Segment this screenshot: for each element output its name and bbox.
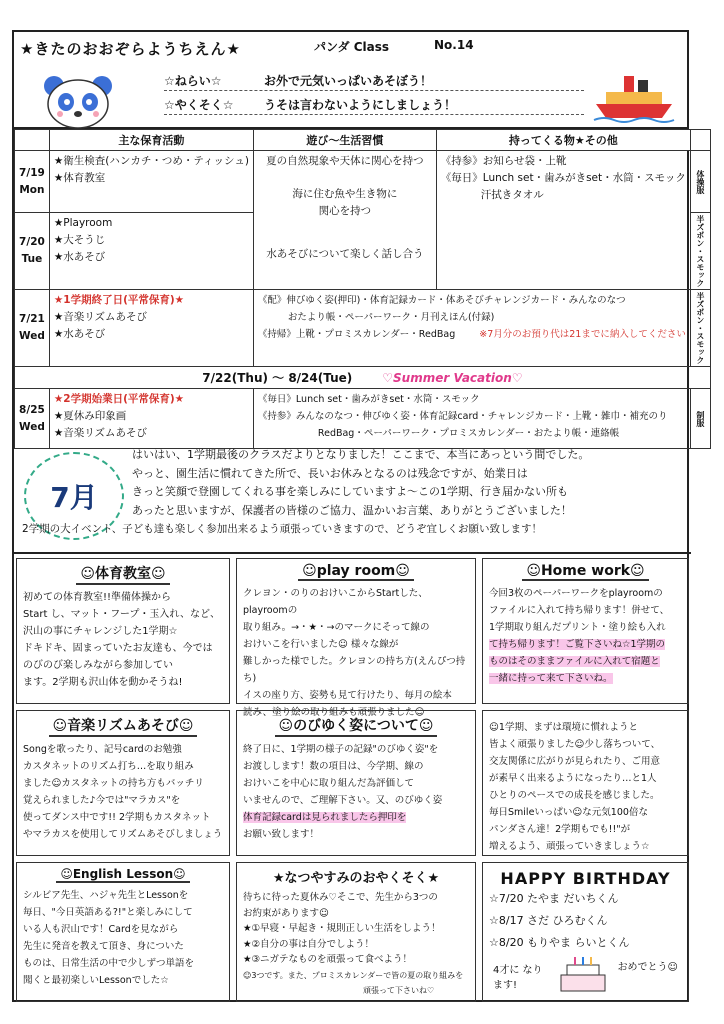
class-newsletter xyxy=(12,30,705,1002)
box-title: ☺Home work☺ xyxy=(522,563,648,581)
date-cell: 7/19 Mon xyxy=(15,151,50,213)
cake-icon xyxy=(553,955,613,995)
date-cell: 7/20 Tue xyxy=(15,213,50,290)
birthday-box xyxy=(482,862,689,1002)
ship-icon xyxy=(594,72,674,124)
aim-text: お外で元気いっぱいあそぼう！ xyxy=(264,74,433,88)
birthday-item: ☆8/17 さだ ひろむくん xyxy=(489,914,608,927)
weekly-schedule xyxy=(14,129,711,449)
payment-note: ※7月分のお預り代は21までに納入してください xyxy=(479,329,686,340)
school-name: ★きたのおおぞらようちえん★ xyxy=(20,40,241,58)
date-cell: 7/21 Wed xyxy=(15,290,50,367)
birthday-item: ☆8/20 もりやま らいとくん xyxy=(489,936,630,949)
dress-code: 体操服 xyxy=(690,151,710,213)
box-title: ☺音楽リズムあそび☺ xyxy=(49,715,198,737)
topics-grid xyxy=(14,554,691,1004)
box-title: ☺のびゆく姿について☺ xyxy=(275,715,438,737)
month-badge: 7月 xyxy=(24,452,124,540)
homework-box: ☺Home work☺ 今回3枚のペーパーワークをplayroomの ファイルに入れて持ち帰ります！併せて、 1学期取り組んだプリント・塗り絵も入れ て持ち帰ります！ご覧下さいね☆1学期の ものはそのままファイルに入れて宿題と 一緒に持って来て下さいね。 xyxy=(482,558,689,704)
col-items: 持ってくる物★その他 xyxy=(436,130,690,151)
panda-icon xyxy=(38,72,118,128)
birthday-item: ☆7/20 たやま だいちくん xyxy=(489,892,619,905)
message-line: あったと思いますが、保護者の皆様のご協力、温かいお言葉、ありがとうございました！ xyxy=(132,503,572,517)
promise-text: うそは言わないようにしましょう！ xyxy=(264,98,457,112)
dress-code: 制服 xyxy=(690,389,710,449)
box-title: ☺English Lesson☺ xyxy=(56,867,189,883)
birthday-age: 4才に なります! xyxy=(493,965,543,991)
schedule-row: 7/21 Wed ★1学期終了日(平常保育)★ ★音楽リズムあそび ★水あそび 《配》伸びゆく姿(押印)・体育記録カード・体あそびチャレンジカード・みんなのなつ おたより帳・ペーパーワーク・月刊えほん(付録) 《持帰》上靴・プロミスカレンダー・RedBag ※7月分のお預り代は21までに納入してください 半ズボン・スモック xyxy=(15,290,711,367)
dress-code: 半ズボン・スモック xyxy=(690,290,710,367)
box-title: ☺体育教室☺ xyxy=(76,563,169,585)
congrats-text: おめでとう☺ xyxy=(617,962,678,973)
divider xyxy=(164,114,584,115)
natsu-box: ★なつやすみのおやくそく★ 待ちに待った夏休み♡そこで、先生から3つの お約束があります☺ ★①早寝・早起き・規則正しい生活をしよう！ ★②自分の事は自分でしよう！ ★③ニガテなものを頑張って食べよう！ ☺3つです。また、プロミスカレンダーで皆の夏の取り組みを 頑張って下さいね♡ xyxy=(236,862,476,1002)
class-name: パンダ Class xyxy=(314,40,390,54)
col-activities: 主な保育活動 xyxy=(49,130,253,151)
dress-code: 半ズボン・スモック xyxy=(690,213,710,290)
vacation-row xyxy=(15,367,711,389)
birthday-title: HAPPY BIRTHDAY xyxy=(500,869,671,888)
vacation-label: ♡Summer Vacation♡ xyxy=(382,371,523,385)
newsletter-header xyxy=(14,32,687,129)
schedule-row: 8/25 Wed ★2学期始業日(平常保育)★ ★夏休み印象画 ★音楽リズムあそび 《毎日》Lunch set・歯みがきset・水筒・スモック 《持参》みんなのなつ・伸びゆく姿・体育記録card・チャレンジカード・上靴・雑巾・補充のり RedBag・ペーパーワーク・プロミスカレンダー・おたより帳・連絡帳 制服 xyxy=(15,389,711,449)
date-cell: 8/25 Wed xyxy=(15,389,50,449)
nobiyuku-box: ☺のびゆく姿について☺ 終了日に、1学期の様子の記録"のびゆく姿"を お渡しします！数の項目は、今学期、線の おけいこを中心に取り組んだ為評価して いませんので、ご理解下さい。又、のびゆく姿 体育記録cardは見られましたら押印を お願い致します！ xyxy=(236,710,476,856)
message-line: やっと、園生活に慣れてきた所で、長いお休みとなるのは残念ですが、始業日は xyxy=(132,466,528,480)
divider xyxy=(164,90,584,91)
teacher-message xyxy=(14,442,691,554)
message-line: 2学期の大イベント、子ども達も楽しく参加出来るよう頑張っていきますので、どうぞ宜しくお願い致します！ xyxy=(22,523,543,535)
taiiku-box: ☺体育教室☺ 初めての体育教室!!準備体操から Start し、マット・フープ・玉入れ、など、 沢山の事にチャレンジした1学期☆ ドキドキ、固まっていたお友達も、今では のびのび楽しみながら参加してい ます。2学期も沢山体を動かそうね! xyxy=(16,558,230,704)
promise-label: ☆やくそく☆ xyxy=(164,98,234,112)
col-play: 遊び～生活習慣 xyxy=(253,130,436,151)
english-box: ☺English Lesson☺ シルビア先生、ハジャ先生とLessonを 毎日、"今日英語ある?!"と楽しみにして いる人も沢山です！Cardを見ながら 先生に発音を教えて頂き、身についた ものは、日常生活の中で少しずつ単語を 聞くと最初楽しいLessonでした☆ xyxy=(16,862,230,1002)
playroom-box: ☺play room☺ クレヨン・のりのおけいこからStartした、playroomの 取り組み。→・★・→のマークにそって線の おけいこを行いました☺ 様々な線が 難しかった様でした。クレヨンの持ち方(えんぴつ持ち) イスの座り方、姿勢も見て行けたり、毎月の絵本 読み、塗り絵の取り組みも頑張りました☺ xyxy=(236,558,476,704)
schedule-row: 7/20 Tue ★Playroom ★大そうじ ★水あそび 半ズボン・スモック xyxy=(15,213,711,290)
message-line: はいはい、1学期最後のクラスだよりとなりました！ここまで、本当にあっという間でした。 xyxy=(132,448,590,461)
box-title: ☺play room☺ xyxy=(298,563,414,581)
aim-label: ☆ねらい☆ xyxy=(164,74,222,88)
issue-number: No.14 xyxy=(434,38,474,52)
message-line: きっと笑顔で登園してくれる事を楽しみにしていますよ〜この1学期、行き届かない所も xyxy=(132,485,568,498)
box-title: ★なつやすみのおやくそく★ xyxy=(272,871,440,886)
summary-box: ☺1学期、まずは環境に慣れようと 皆よく頑張りました☺少し落ちついて、 交友関係に広がりが見られたり、ご用意 が素早く出来るようになったり…と1人 ひとりのペースでの成長を感じました。 毎日Smileいっぱい☺な元気100倍な パンダさん達！2学期もでも!!"が 増えるよう、頑張っていきましょう☆ xyxy=(482,710,689,856)
vacation-dates: 7/22(Thu) ～ 8/24(Tue) xyxy=(202,371,353,385)
schedule-row: 7/19 Mon ★衛生検査(ハンカチ・つめ・ティッシュ) ★体育教室 夏の自然現象や天体に関心を持つ 海に住む魚や生き物に 関心を持つ 水あそびについて楽しく話し合う 《持参》お知らせ袋・上靴 《毎日》Lunch set・歯みがきset・水筒・スモック 汗拭きタオル 体操服 xyxy=(15,151,711,213)
ongaku-box: ☺音楽リズムあそび☺ Songを歌ったり、記号cardのお勉強 カスタネットのリズム打ち…を取り組み ました☺カスタネットの持ち方もバッチリ 覚えられました♪今では"マラカス"を 使ってダンス中です!! 2学期もカスタネット やマラカスを使用してリズムあそびしましょう xyxy=(16,710,230,856)
